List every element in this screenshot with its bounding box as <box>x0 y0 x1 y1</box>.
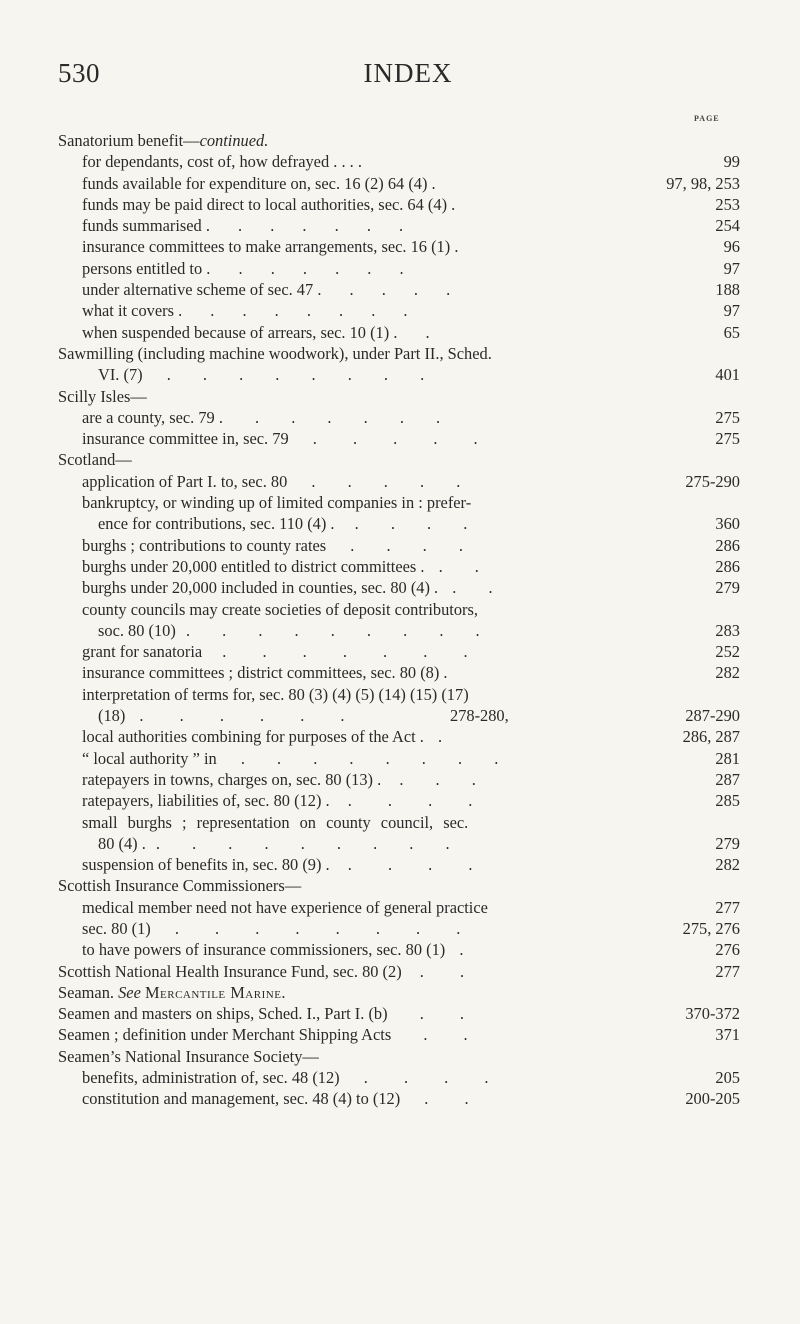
list-item: under alternative scheme of sec. 47 . . . . . 188 <box>82 280 740 300</box>
entry-seamen-masters: Seamen and masters on ships, Sched. I., Part I. (b) . . 370-372 <box>58 1004 740 1024</box>
entry-scottish-national-health-insurance-fund: Scottish National Health Insurance Fund, sec. 80 (2) . . 277 <box>58 961 740 981</box>
list-item: application of Part I. to, sec. 80 . . . . . 275-290 <box>82 471 740 491</box>
list-item: 80 (4) . . . . . . . . . . 279 <box>98 833 740 853</box>
list-item: funds summarised . . . . . . . 254 <box>82 216 740 236</box>
list-item: insurance committee in, sec. 79 . . . . . 275 <box>82 429 740 449</box>
heading-sanatorium-benefit: Sanatorium benefit—continued. <box>58 131 269 150</box>
heading-seamens-national-insurance-society: Seamen’s National Insurance Society— <box>58 1046 319 1066</box>
list-item: small burghs ; representation on county council, sec. <box>82 812 469 832</box>
list-item: county councils may create societies of deposit contributors, <box>82 599 478 619</box>
list-item: burghs under 20,000 entitled to district committees . . . 286 <box>82 556 740 576</box>
list-item: sec. 80 (1) . . . . . . . . 275, 276 <box>82 918 740 938</box>
entry-seaman: Seaman. See Mercantile Marine. <box>58 982 287 1002</box>
list-item: are a county, sec. 79 . . . . . . . 275 <box>82 407 740 427</box>
list-item: funds may be paid direct to local authorities, sec. 64 (4) . 253 <box>82 194 740 214</box>
list-item: when suspended because of arrears, sec. 10 (1) . . 65 <box>82 322 740 342</box>
list-item: “ local authority ” in . . . . . . . . 281 <box>82 748 740 768</box>
page-column-label: PAGE <box>694 114 720 123</box>
entry-seamen-definition: Seamen ; definition under Merchant Shipping Acts . . 371 <box>58 1025 740 1045</box>
list-item: suspension of benefits in, sec. 80 (9) . . . . . 282 <box>82 855 740 875</box>
list-item: local authorities combining for purposes of the Act . . 286, 287 <box>82 727 740 747</box>
list-item: for dependants, cost of, how defrayed . . . . 99 <box>82 152 740 172</box>
list-item: burghs under 20,000 included in counties, sec. 80 (4) . . . 279 <box>82 578 740 598</box>
list-item: medical member need not have experience of general practice 277 <box>82 897 740 917</box>
running-title: INDEX <box>363 58 453 88</box>
index-entries <box>58 130 740 1110</box>
heading-scilly-isles: Scilly Isles— <box>58 386 147 406</box>
list-item: persons entitled to . . . . . . . 97 <box>82 258 740 278</box>
list-item: funds available for expenditure on, sec. 16 (2) 64 (4) . 97, 98, 253 <box>82 173 740 193</box>
list-item: ratepayers, liabilities of, sec. 80 (12) . . . . . 285 <box>82 791 740 811</box>
list-item: bankruptcy, or winding up of limited companies in : prefer- <box>82 493 472 513</box>
list-item: insurance committees ; district committees, sec. 80 (8) . 282 <box>82 663 740 683</box>
list-item: burghs ; contributions to county rates . . . . 286 <box>82 535 740 555</box>
list-item: ence for contributions, sec. 110 (4) . . . . . 360 <box>98 514 740 534</box>
list-item: benefits, administration of, sec. 48 (12) . . . . 205 <box>82 1068 740 1088</box>
list-item: constitution and management, sec. 48 (4) to (12) . . 200-205 <box>82 1089 740 1109</box>
list-item: soc. 80 (10) . . . . . . . . . 283 <box>98 620 740 640</box>
list-item: ratepayers in towns, charges on, sec. 80 (13) . . . . 287 <box>82 769 740 789</box>
list-item: (18) . . . . . . 278-280, 287-290 <box>98 706 740 726</box>
page-number: 530 <box>58 58 100 88</box>
entry-sawmilling-cont: VI. (7) . . . . . . . . 401 <box>98 365 740 385</box>
page-header <box>58 58 758 98</box>
list-item: to have powers of insurance commissioners, sec. 80 (1) . 276 <box>82 940 740 960</box>
list-item: interpretation of terms for, sec. 80 (3) (4) (5) (14) (15) (17) <box>82 684 469 704</box>
list-item: grant for sanatoria . . . . . . . 252 <box>82 642 740 662</box>
entry-sawmilling: Sawmilling (including machine woodwork), under Part II., Sched. <box>58 343 492 363</box>
heading-scotland: Scotland— <box>58 450 132 470</box>
list-item: what it covers . . . . . . . . 97 <box>82 301 740 321</box>
list-item: insurance committees to make arrangements, sec. 16 (1) . 96 <box>82 237 740 257</box>
heading-scottish-insurance-commissioners: Scottish Insurance Commissioners— <box>58 876 302 896</box>
